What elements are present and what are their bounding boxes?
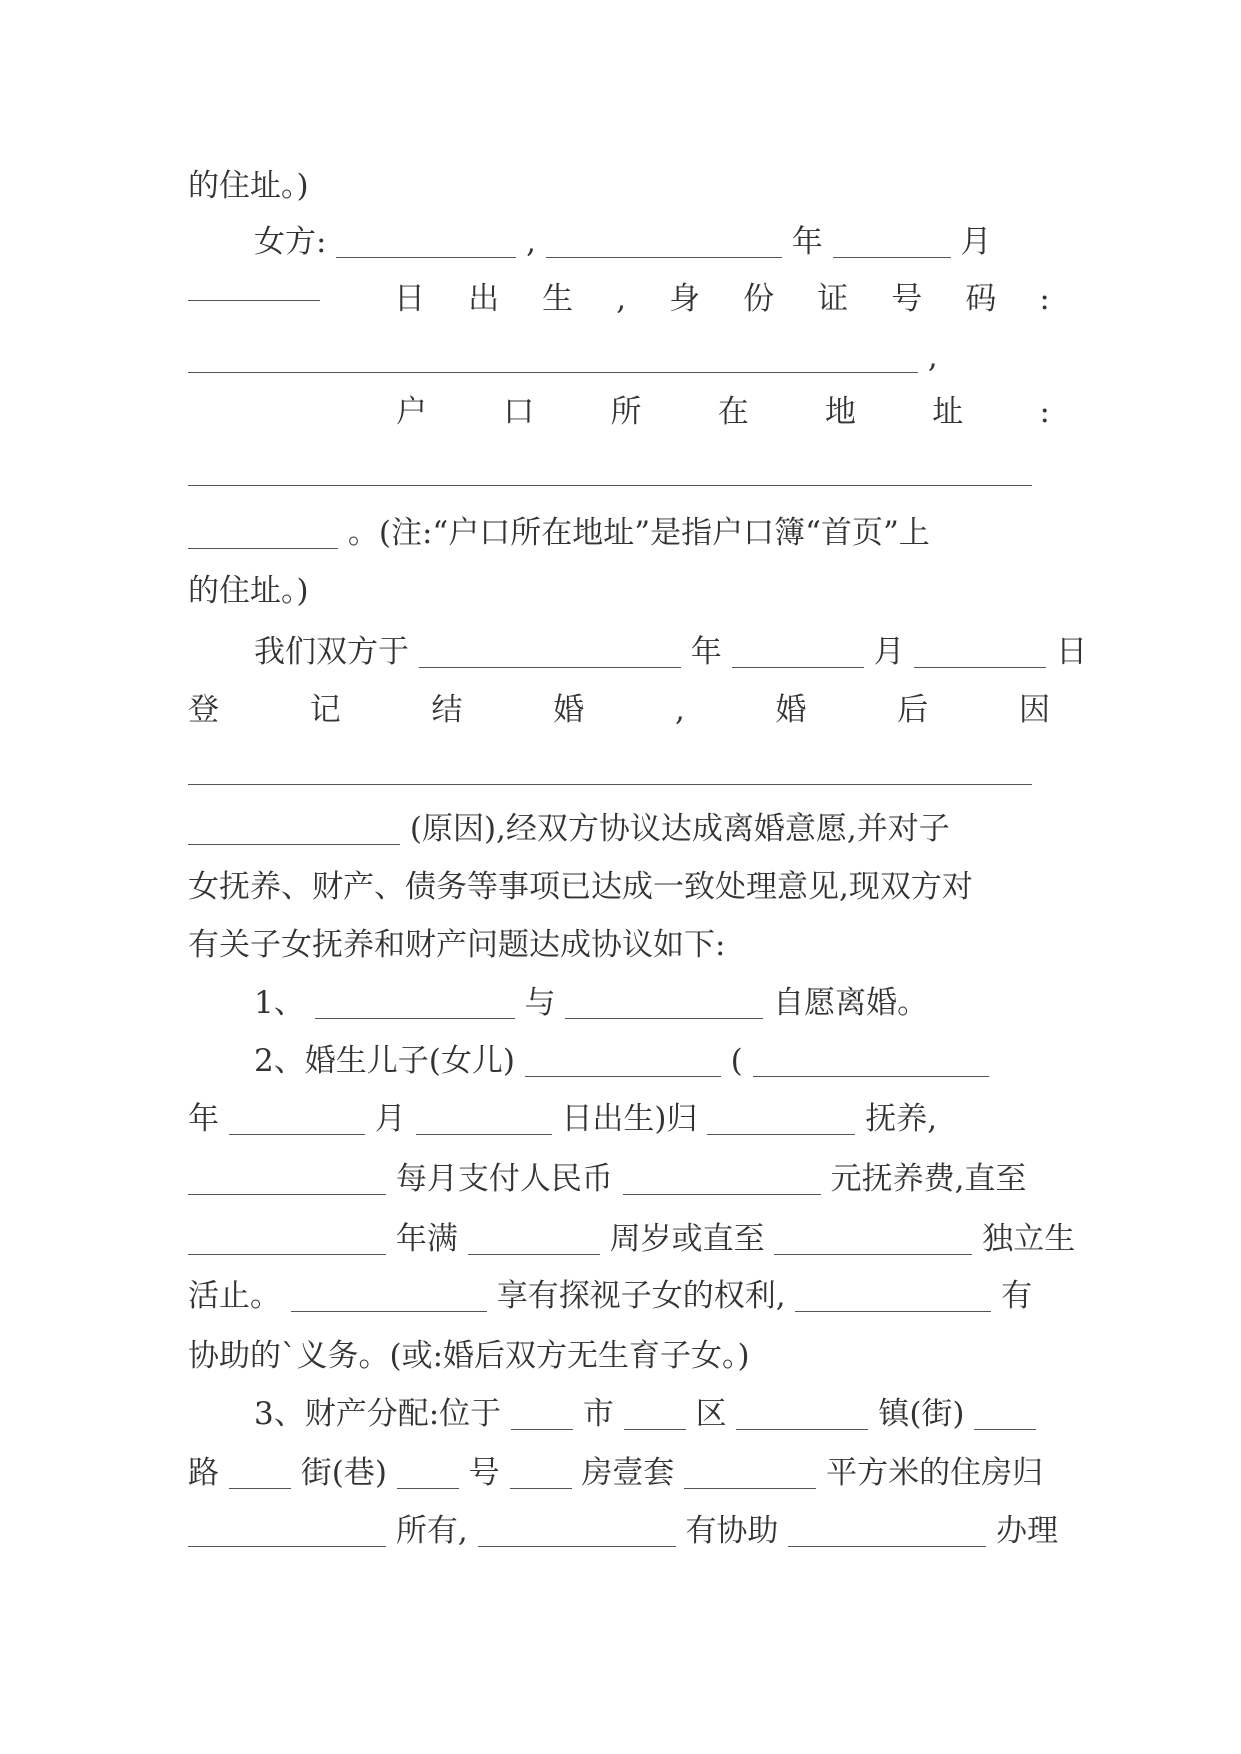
item-3-line-2: 路 街(巷) 号 房壹套 平方米的住房归 [188, 1455, 1044, 1491]
room-blank[interactable] [510, 1485, 572, 1489]
agreement-text-3: 有关子女抚养和财产问题达成协议如下: [188, 927, 726, 963]
item1-party-b-blank[interactable] [565, 1015, 763, 1019]
hukou-address-blank-2[interactable] [188, 545, 338, 549]
female-name-blank[interactable] [336, 254, 516, 258]
female-birth-day-blank[interactable] [188, 297, 320, 301]
hukou-note-line: 。(注:“户口所在地址”是指户口簿“首页”上 [188, 513, 1050, 553]
female-birth-year-blank[interactable] [546, 254, 782, 258]
female-id-number-blank[interactable] [188, 369, 918, 373]
hukou-label-line [188, 392, 1050, 432]
address-note-tail-1: 的住址。) [188, 168, 309, 204]
assisting-party-blank[interactable] [478, 1543, 676, 1547]
reason-line-2: (原因),经双方协议达成离婚意愿,并对子 [188, 809, 1050, 849]
female-label: 女方: [254, 224, 327, 260]
town-blank[interactable] [736, 1426, 868, 1430]
owner-blank[interactable] [188, 1543, 386, 1547]
reason-blank-2[interactable] [188, 841, 400, 845]
marriage-year-blank[interactable] [419, 664, 681, 668]
item-2-line-5: 活止。 享有探视子女的权利, 有 [188, 1278, 1033, 1314]
child-name-blank[interactable] [525, 1073, 721, 1077]
age-blank[interactable] [468, 1251, 600, 1255]
child-birth-month-blank[interactable] [229, 1131, 365, 1135]
road-blank[interactable] [974, 1426, 1036, 1430]
child-blank-2[interactable] [774, 1251, 972, 1255]
item-2-line-6: 协助的`义务。(或:婚后双方无生育子女。) [188, 1338, 750, 1374]
hukou-address-line [188, 450, 1050, 490]
marriage-date-line: 我们双方于 年 月 日 [254, 634, 1088, 670]
registration-line [188, 690, 1050, 730]
item-1: 1、 与 自愿离婚。 [254, 985, 929, 1021]
reason-line-1 [188, 749, 1050, 789]
item1-party-a-blank[interactable] [315, 1015, 515, 1019]
number-blank[interactable] [397, 1485, 459, 1489]
child-blank[interactable] [188, 1251, 386, 1255]
item-2-line-4: 年满 周岁或直至 独立生 [188, 1219, 1050, 1259]
visitor-blank[interactable] [291, 1308, 487, 1312]
female-party-line: 女方: , 年 月 [254, 224, 992, 260]
marriage-day-blank[interactable] [914, 664, 1046, 668]
registration-label: 登 记 结 婚 , 婚 后 因 [188, 692, 1050, 728]
district-blank[interactable] [624, 1426, 686, 1430]
item-2-line-1: 2、婚生儿子(女儿) ( [254, 1041, 1050, 1081]
custodian-blank[interactable] [707, 1131, 855, 1135]
marriage-month-blank[interactable] [732, 664, 864, 668]
reason-blank[interactable] [188, 781, 1032, 785]
amount-blank[interactable] [623, 1191, 821, 1195]
female-id-label-line [188, 279, 1050, 319]
transfer-party-blank[interactable] [788, 1543, 986, 1547]
hukou-note-tail: 的住址。) [188, 573, 309, 609]
hukou-address-blank[interactable] [188, 482, 1032, 486]
item-2-line-3: 每月支付人民币 元抚养费,直至 [188, 1159, 1050, 1199]
item-2-line-2: 年 月 日出生)归 抚养, [188, 1101, 938, 1137]
hukou-address-label: 户 口 所 在 地 址 : [396, 394, 1050, 430]
agreement-text-2: 女抚养、财产、债务等事项已达成一致处理意见,现双方对 [188, 869, 973, 905]
area-blank[interactable] [684, 1485, 816, 1489]
item-3-line-1: 3、财产分配:位于 市 区 镇(街) [254, 1394, 1050, 1434]
female-id-number-line: , [188, 337, 1050, 377]
payer-blank[interactable] [188, 1191, 386, 1195]
item-3-line-3: 所有, 有协助 办理 [188, 1511, 1050, 1551]
child-birth-year-blank[interactable] [753, 1073, 989, 1077]
female-born-id-label: 日 出 生 , 身 份 证 号 码 : [394, 281, 1050, 317]
assister-blank[interactable] [795, 1308, 991, 1312]
female-birth-month-blank[interactable] [833, 254, 951, 258]
city-blank[interactable] [511, 1426, 573, 1430]
child-birth-day-blank[interactable] [416, 1131, 552, 1135]
street-blank[interactable] [229, 1485, 291, 1489]
